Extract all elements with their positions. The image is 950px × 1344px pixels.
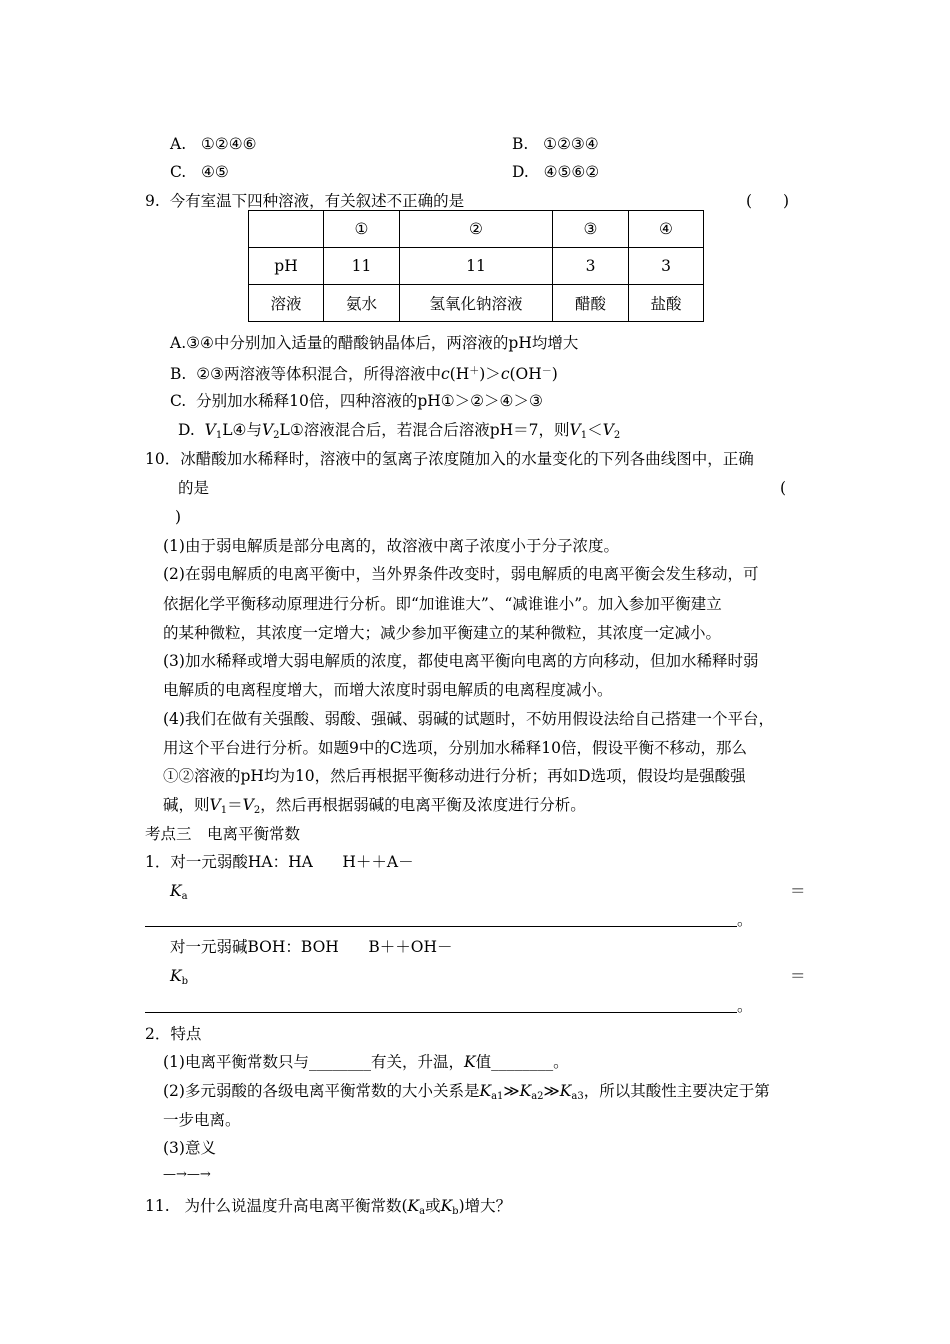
q9-option-b: B. ②③两溶液等体积混合，所得溶液中c(H＋)＞c(OH－) — [170, 365, 558, 383]
option-text: L①溶液混合后，若混合后溶液pH＝7，则 — [279, 421, 570, 439]
q9-table — [248, 210, 704, 322]
ka-symbol: $K_a$ — [170, 882, 188, 902]
table-cell: 3 — [553, 248, 629, 285]
question-text: 为什么说温度升高电离平衡常数( — [184, 1197, 408, 1215]
q9-option-a: A.③④中分别加入适量的醋酸钠晶体后，两溶液的pH均增大 — [170, 334, 579, 352]
option-text: L④与 — [222, 421, 262, 439]
option-label: C. — [170, 392, 187, 410]
period: 。 — [737, 911, 753, 929]
point-2-cont: 一步电离。 — [163, 1111, 241, 1129]
q9-option-d: D. $V_1L④$与$V_2L①$溶液混合后，若混合后溶液pH＝7，则$V_1<V_2$ — [178, 421, 621, 441]
point-3: (3)意义 — [163, 1139, 216, 1157]
item-2: 2．特点 — [145, 1025, 202, 1043]
point-2: (2)多元弱酸的各级电离平衡常数的大小关系是$K_{a1}≫K_{a2}≫K_{a3}$，所以其酸性主要决定于第 — [163, 1082, 770, 1102]
q8-option-b — [512, 134, 599, 154]
table-row — [249, 211, 704, 248]
question-text: 或 — [425, 1197, 441, 1215]
point-text: (2)多元弱酸的各级电离平衡常数的大小关系是 — [163, 1082, 480, 1100]
q10-stem — [145, 449, 754, 469]
note-2-cont: 的某种微粒，其浓度一定增大；减少参加平衡建立的某种微粒，其浓度一定减小。 — [163, 624, 722, 642]
q8-option-a — [170, 134, 257, 154]
table-cell: ① — [324, 211, 400, 248]
answer-paren-open: ( — [780, 479, 787, 497]
note-1: (1)由于弱电解质是部分电离的，故溶液中离子浓度小于分子浓度。 — [163, 537, 619, 555]
option-label: C. — [170, 163, 187, 181]
note-3-cont: 电解质的电离程度增大，而增大浓度时弱电解质的电离程度减小。 — [163, 681, 613, 699]
table-cell: ② — [400, 211, 553, 248]
note-3: (3)加水稀释或增大弱电解质的浓度，都使电离平衡向电离的方向移动，但加水稀释时弱 — [163, 652, 759, 670]
q9-stem — [145, 191, 464, 211]
option-text: ②③两溶液等体积混合，所得溶液中 — [196, 365, 441, 383]
q8-option-d — [512, 162, 599, 182]
note-4-cont: 用这个平台进行分析。如题9中的C选项，分别加水稀释10倍，假设平衡不移动，那么 — [163, 739, 747, 757]
table-cell: 氢氧化钠溶液 — [400, 285, 553, 322]
q10-stem-cont: 的是 — [178, 479, 210, 497]
option-label: A. — [170, 135, 187, 153]
table-cell: ④ — [629, 211, 704, 248]
option-text: ①②④⑥ — [200, 135, 257, 153]
kb-symbol: $K_b$ — [170, 967, 188, 987]
table-row — [249, 285, 704, 322]
item-text: 1．对一元弱酸HA：HA — [145, 853, 313, 871]
option-text: 分别加水稀释10倍，四种溶液的pH①＞②＞④＞③ — [196, 392, 543, 410]
table-cell: 3 — [629, 248, 704, 285]
table-row — [249, 248, 704, 285]
note-4-cont: ①②溶液的pH均为10，然后再根据平衡移动进行分析；再如D选项，假设均是强酸强 — [163, 767, 746, 785]
table-cell: pH — [249, 248, 324, 285]
item-ions: B＋＋OH－ — [368, 938, 453, 956]
table-cell — [249, 211, 324, 248]
section-title: 考点三 电离平衡常数 — [145, 825, 301, 843]
answer-blank[interactable] — [145, 1012, 737, 1013]
table-cell: ③ — [553, 211, 629, 248]
answer-paren-close: ) — [175, 508, 182, 526]
note-4: (4)我们在做有关强酸、弱酸、强碱、弱碱的试题时，不妨用假设法给自己搭建一个平台， — [163, 710, 774, 728]
table-cell: 11 — [324, 248, 400, 285]
question-text: 今有室温下四种溶液，有关叙述不正确的是 — [169, 192, 465, 210]
note-2-cont: 依据化学平衡移动原理进行分析。即“加谁谁大”、“减谁谁小”。加入参加平衡建立 — [163, 595, 722, 613]
option-text: ④⑤ — [201, 163, 229, 181]
arrows: —→—→ — [163, 1167, 211, 1182]
point-text: (1)电离平衡常数只与________有关，升温， — [163, 1053, 464, 1071]
option-label: D. — [178, 421, 195, 439]
answer-blank[interactable] — [145, 926, 737, 927]
point-text: 值________。 — [475, 1053, 569, 1071]
point-text: ，所以其酸性主要决定于第 — [583, 1082, 770, 1100]
point-1: (1)电离平衡常数只与________有关，升温，K值________。 — [163, 1053, 569, 1071]
item-text: 对一元弱碱BOH：BOH — [170, 938, 339, 956]
question-number: 9. — [145, 192, 160, 210]
table-cell: 氨水 — [324, 285, 400, 322]
equals-sign: ＝ — [790, 882, 806, 900]
question-number: 10． — [145, 450, 181, 468]
option-label: B. — [512, 135, 529, 153]
table-cell: 溶液 — [249, 285, 324, 322]
period: 。 — [737, 997, 753, 1015]
item-1b — [170, 937, 453, 957]
option-label: D. — [512, 163, 529, 181]
item-1 — [145, 852, 414, 872]
question-text: )增大？ — [458, 1197, 512, 1215]
q11: 11. 为什么说温度升高电离平衡常数($K_a$或$K_b$)增大？ — [145, 1197, 512, 1217]
note-text: ，然后再根据弱碱的电离平衡及浓度进行分析。 — [260, 796, 586, 814]
option-label: B. — [170, 365, 187, 383]
q8-option-c — [170, 162, 229, 182]
question-text: 冰醋酸加水稀释时，溶液中的氢离子浓度随加入的水量变化的下列各曲线图中，正确 — [180, 450, 754, 468]
table-cell: 盐酸 — [629, 285, 704, 322]
option-text: ①②③④ — [543, 135, 599, 153]
option-text: ④⑤⑥② — [543, 163, 600, 181]
note-4-cont: 碱，则$V_1=V_2$，然后再根据弱碱的电离平衡及浓度进行分析。 — [163, 796, 586, 816]
note-2: (2)在弱电解质的电离平衡中，当外界条件改变时，弱电解质的电离平衡会发生移动，可 — [163, 565, 759, 583]
answer-paren: ( ) — [746, 192, 790, 210]
note-text: 碱，则 — [163, 796, 210, 814]
table-cell: 醋酸 — [553, 285, 629, 322]
item-ions: H＋＋A－ — [342, 853, 414, 871]
table-cell: 11 — [400, 248, 553, 285]
q9-option-c — [170, 391, 543, 411]
question-number: 11. — [145, 1197, 170, 1215]
equals-sign: ＝ — [790, 967, 806, 985]
